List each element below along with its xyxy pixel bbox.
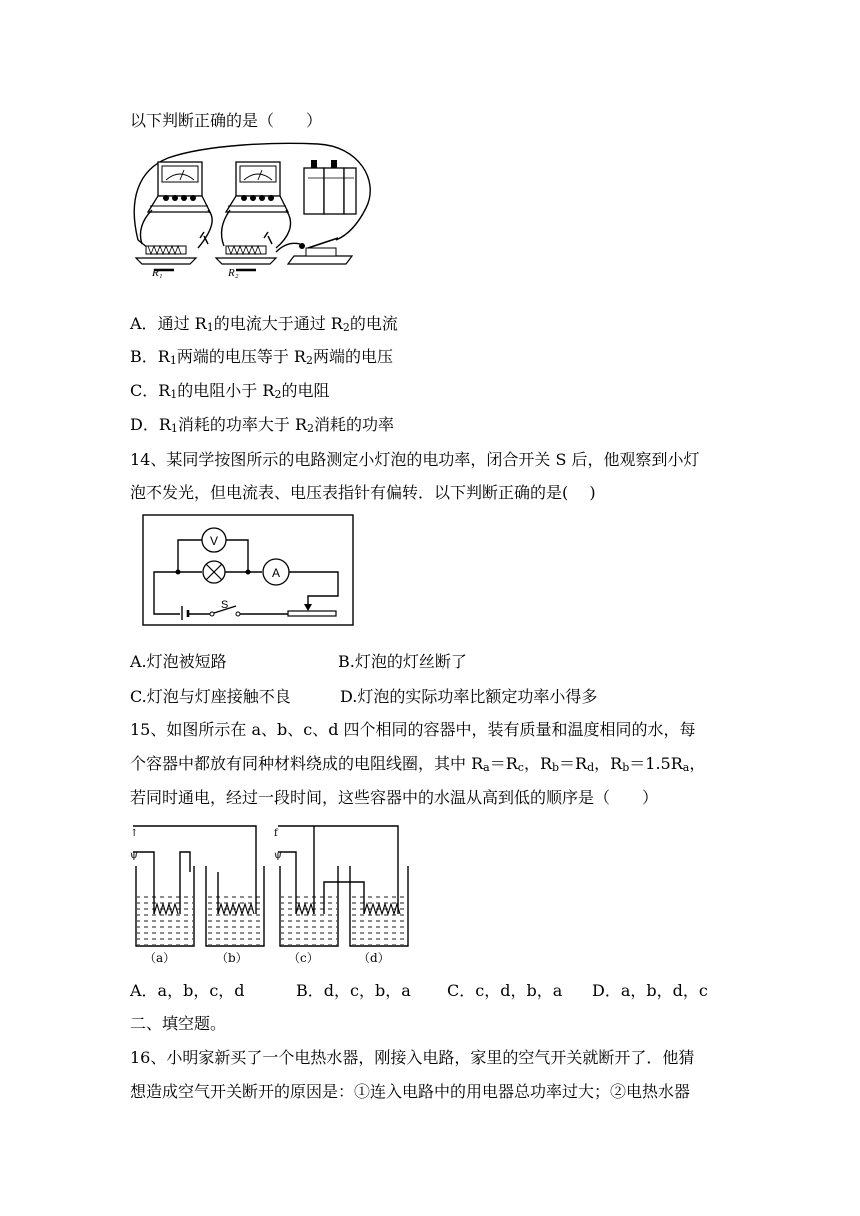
q15-line2: 个容器中都放有同种材料绕成的电阻线圈，其中 $R_a=R_c$，$R_b=R_d$，$R_b=1.5R_a$， xyxy=(130,754,706,774)
resistor-r1-icon xyxy=(136,240,196,270)
q15-containers-figure xyxy=(128,822,412,968)
q14-line2: 泡不发光，但电流表、电压表指针有偏转．以下判断正确的是( ) xyxy=(130,483,596,502)
q14-option-c: C.灯泡与灯座接触不良 xyxy=(130,687,291,706)
switch-label: S xyxy=(221,599,229,611)
q15-option-a: A．a，b，c，d xyxy=(130,981,245,1000)
q14-option-a: A.灯泡被短路 xyxy=(130,652,227,671)
q13-option-d: D．$R_1$消耗的功率大于 $R_2$消耗的功率 xyxy=(130,415,395,435)
container-a xyxy=(136,866,194,946)
q13-circuit-figure xyxy=(128,140,378,282)
section-title: 二、填空题。 xyxy=(130,1014,227,1033)
label-a: （a） xyxy=(144,951,176,965)
container-d xyxy=(350,866,408,946)
q13-option-c: C．$R_1$的电阻小于 $R_2$的电阻 xyxy=(130,381,330,401)
q15-option-d: D．a，b，d，c xyxy=(592,981,708,1000)
q15-option-c: C．c，d，b，a xyxy=(447,981,563,1000)
rheostat-icon xyxy=(288,611,336,616)
q14-option-b: B.灯泡的灯丝断了 xyxy=(338,652,467,671)
svg-text:f: f xyxy=(274,828,278,839)
q13-option-b: B．$R_1$两端的电压等于 $R_2$两端的电压 xyxy=(130,347,393,367)
switch-icon xyxy=(288,238,352,264)
q15-option-b: B．d，c，b，a xyxy=(296,981,411,1000)
q15-line1: 15、如图所示在 a、b、c、d 四个相同的容器中，装有质量和温度相同的水，每 xyxy=(130,720,696,739)
q16-line2: 想造成空气开关断开的原因是：①连入电路中的用电器总功率过大；②电热水器 xyxy=(130,1082,691,1101)
r2-fig-label: R₂ xyxy=(228,267,239,279)
q14-option-d: D.灯泡的实际功率比额定功率小得多 xyxy=(340,687,598,706)
meter-1-icon xyxy=(148,162,210,212)
q14-line1: 14、某同学按图所示的电路测定小灯泡的电功率，闭合开关 S 后，他观察到小灯 xyxy=(130,450,700,469)
q16-line1: 16、小明家新买了一个电热水器，刚接入电路，家里的空气开关就断开了．他猜 xyxy=(130,1048,695,1067)
label-c: （c） xyxy=(288,951,319,965)
battery-icon xyxy=(304,160,356,214)
label-b: （b） xyxy=(216,951,248,965)
voltmeter-label: V xyxy=(209,534,219,548)
svg-text:ψ: ψ xyxy=(274,850,282,861)
q13-stem: 以下判断正确的是（ ） xyxy=(130,111,323,130)
q15-line3: 若同时通电，经过一段时间，这些容器中的水温从高到低的顺序是（ ） xyxy=(130,788,659,807)
q13-option-a: A．通过 $R_1$的电流大于通过 $R_2$的电流 xyxy=(130,314,398,334)
q14-circuit-figure xyxy=(142,514,354,626)
resistor-r2-icon xyxy=(216,246,276,270)
r1-fig-label: R₁ xyxy=(152,267,163,279)
svg-text:ψ: ψ xyxy=(130,850,138,861)
ammeter-label: A xyxy=(271,566,281,580)
meter-2-icon xyxy=(226,162,288,212)
label-d: （d） xyxy=(358,951,390,965)
svg-text:↑: ↑ xyxy=(130,828,139,839)
container-c xyxy=(280,866,338,946)
